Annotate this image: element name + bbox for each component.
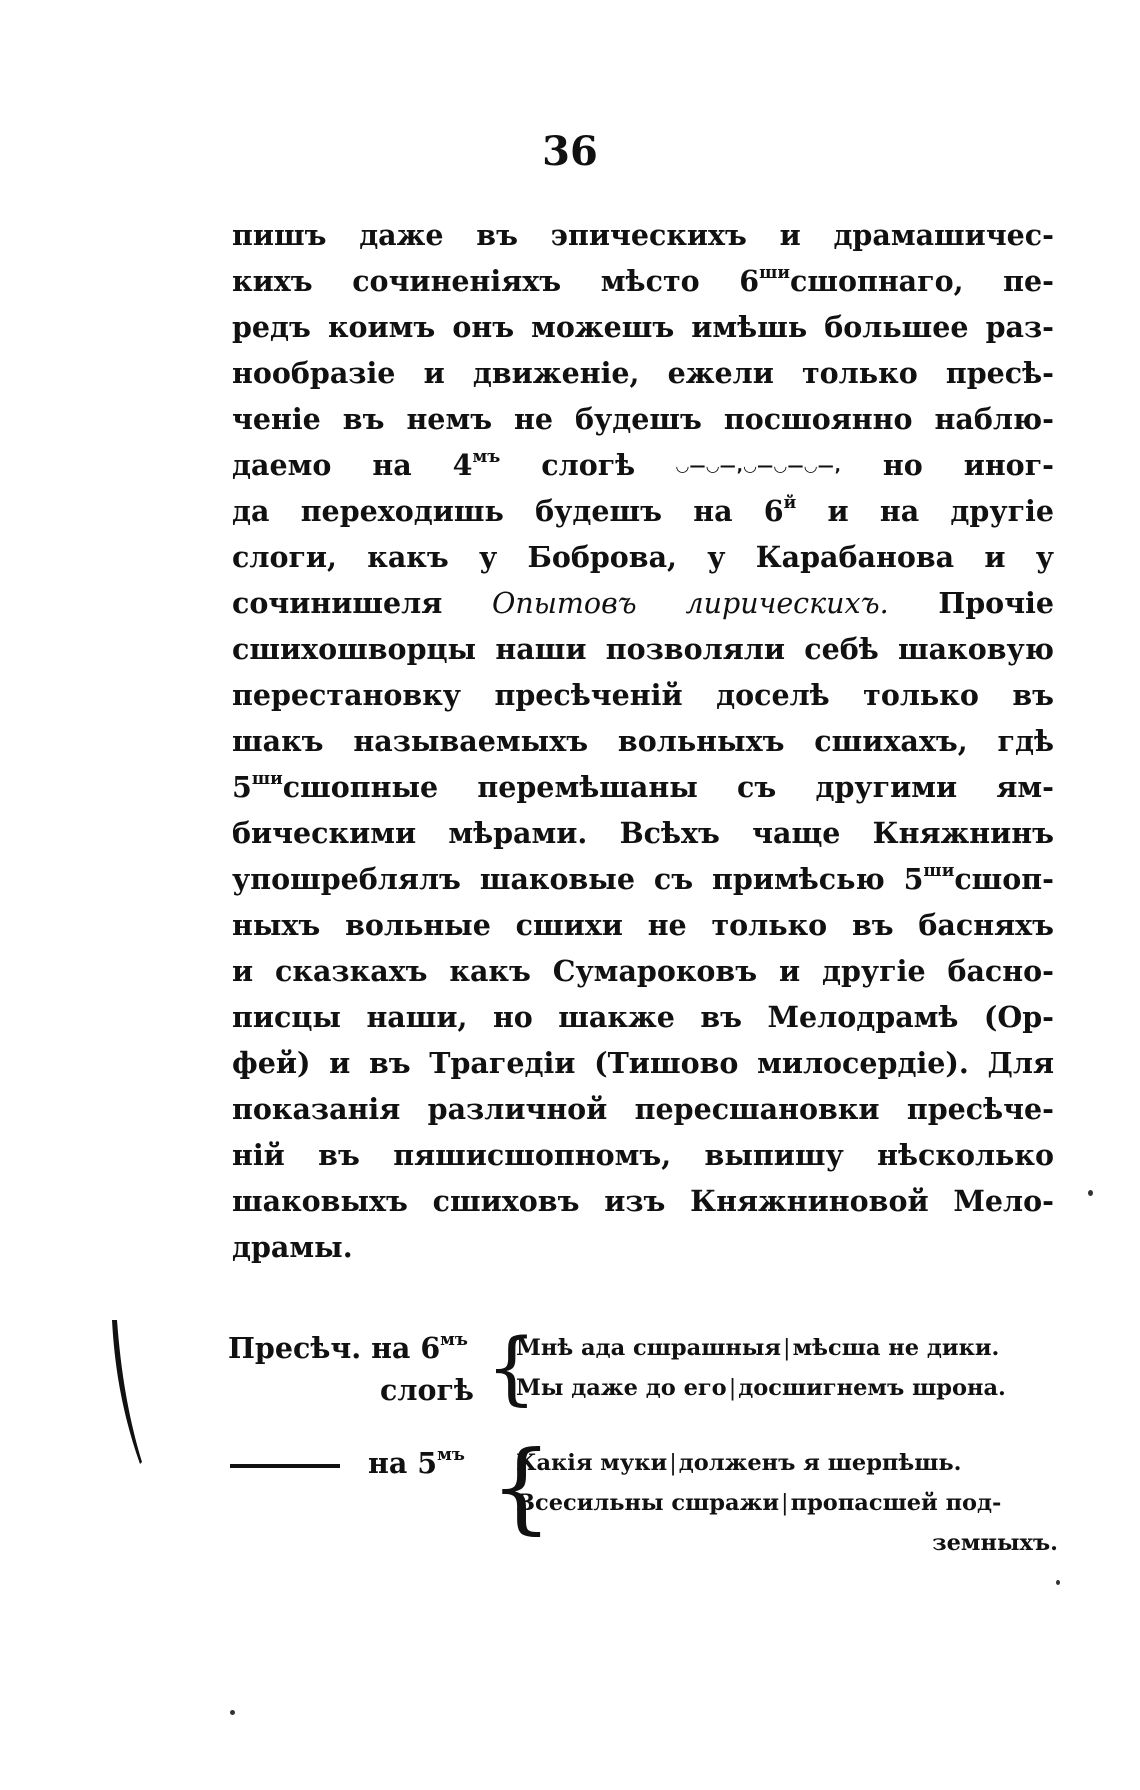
text-line-12: шакъ называемыхъ вольныхъ сшихахъ, гдѣ <box>232 724 1054 758</box>
text-line-1: пишъ даже въ эпическихъ и драмашичес- <box>232 218 1054 252</box>
verse-example-caesura-5 <box>228 1431 1058 1558</box>
verse-line <box>516 1443 1058 1483</box>
text-line-17: и сказкахъ какъ Сумароковъ и другіе басно- <box>232 954 1054 988</box>
verse-lines <box>516 1328 1058 1408</box>
text-line-16: ныхъ вольные сшихи не только въ басняхъ <box>232 908 1054 942</box>
verse-segment: досшигнемъ шрона. <box>738 1375 1006 1401</box>
verse-segment: долженъ я шерпѣшь. <box>678 1450 962 1476</box>
text-segment: Прочіе <box>888 586 1055 620</box>
verse-segment: Мы даже до его <box>516 1375 727 1401</box>
text-segment: но иног- <box>841 448 1054 482</box>
paper-speck <box>230 1710 235 1715</box>
verse-line <box>516 1483 1058 1523</box>
text-segment: сочинишеля <box>232 586 492 620</box>
superscript: мъ <box>437 1445 465 1465</box>
text-line-4: нообразіе и движеніе, ежели только пресѣ- <box>232 356 1054 390</box>
text-line-3: редъ коимъ онъ можешъ имѣшь большее раз- <box>232 310 1054 344</box>
page-number: 36 <box>542 128 598 175</box>
paper-speck <box>1056 1580 1060 1585</box>
verse-example-caesura-6 <box>228 1321 1058 1423</box>
text-line-15 <box>232 856 1054 902</box>
text-line-22: шаковыхъ сшиховъ изъ Княжниновой Мело- <box>232 1184 1054 1218</box>
text-line-6 <box>232 442 1054 488</box>
text-line-8: слоги, какъ у Боброва, у Карабанова и у <box>232 540 1054 574</box>
text-line-9 <box>232 580 1054 626</box>
label-text: Пресѣч. на 6 <box>228 1331 441 1365</box>
superscript: й <box>783 493 797 513</box>
text-line-7 <box>232 488 1054 534</box>
text-segment: кихъ сочиненіяхъ мѣсто 6 <box>232 264 760 298</box>
verse-line <box>516 1328 1058 1368</box>
curly-brace: { <box>490 1431 553 1545</box>
superscript: ши <box>251 769 283 789</box>
text-segment: слогѣ <box>500 448 677 482</box>
caesura-mark: | <box>781 1490 789 1516</box>
text-segment: 5 <box>232 770 252 804</box>
verse-segment: Мнѣ ада сшрашныя <box>516 1335 782 1361</box>
verse-line <box>516 1368 1058 1408</box>
text-line-11: перестановку пресѣченій доселѣ только въ <box>232 678 1054 712</box>
ditto-dash <box>230 1464 340 1468</box>
text-segment: упошреблялъ шаковые съ примѣсью 5 <box>232 862 924 896</box>
caesura-mark: | <box>728 1375 737 1401</box>
superscript: мъ <box>472 447 501 467</box>
text-line-5: ченіе въ немъ не будешъ посшоянно наблю- <box>232 402 1054 436</box>
meter-notation: ◡—◡—,◡—◡—◡—, <box>676 456 842 475</box>
text-segment: да переходишь будешъ на 6 <box>232 494 784 528</box>
text-segment: сшопнаго, пе- <box>789 264 1054 298</box>
text-line-23: драмы. <box>232 1230 353 1264</box>
caesura-mark: | <box>783 1335 791 1361</box>
verse-lines <box>516 1443 1058 1563</box>
text-segment: и на другіе <box>796 494 1054 528</box>
text-segment: сшопные перемѣшаны съ другими ям- <box>282 770 1054 804</box>
caesura-label <box>368 1443 465 1483</box>
verse-segment: пропасшей под- <box>790 1490 1002 1516</box>
text-line-2 <box>232 258 1054 304</box>
paper-speck <box>1088 1190 1093 1196</box>
syllable-label: слогѣ <box>380 1373 474 1407</box>
text-segment: даемо на 4 <box>232 448 473 482</box>
superscript: ши <box>759 263 790 283</box>
margin-ink-stroke <box>106 1318 146 1468</box>
text-line-21: ній въ пяшисшопномъ, выпишу нѣсколько <box>232 1138 1054 1172</box>
curly-brace: { <box>486 1321 537 1414</box>
label-text: на 5 <box>368 1446 438 1480</box>
superscript: ши <box>923 861 955 881</box>
caesura-label <box>228 1328 468 1368</box>
text-line-10: сшихошворцы наши позволяли себѣ шаковую <box>232 632 1054 666</box>
text-line-14: бическими мѣрами. Всѣхъ чаще Княжнинъ <box>232 816 1054 850</box>
text-line-19: фей) и въ Трагедіи (Тишово милосердіе). Для <box>232 1046 1054 1080</box>
superscript: мъ <box>440 1330 468 1350</box>
verse-segment: Какія муки <box>516 1450 668 1476</box>
italic-title: Опытовъ лирическихъ. <box>491 587 889 620</box>
caesura-mark: | <box>669 1450 677 1476</box>
text-line-20: показанія различной пересшановки пресѣче- <box>232 1092 1054 1126</box>
text-line-18: писцы наши, но шакже въ Мелодрамѣ (Ор- <box>232 1000 1054 1034</box>
text-segment: сшоп- <box>954 862 1054 896</box>
text-line-13 <box>232 764 1054 810</box>
body-text <box>232 212 1054 1270</box>
verse-segment: мѣсша не дики. <box>792 1335 1000 1361</box>
verse-line: земныхъ. <box>932 1530 1058 1556</box>
verse-segment: Всесильны сшражи <box>516 1490 780 1516</box>
